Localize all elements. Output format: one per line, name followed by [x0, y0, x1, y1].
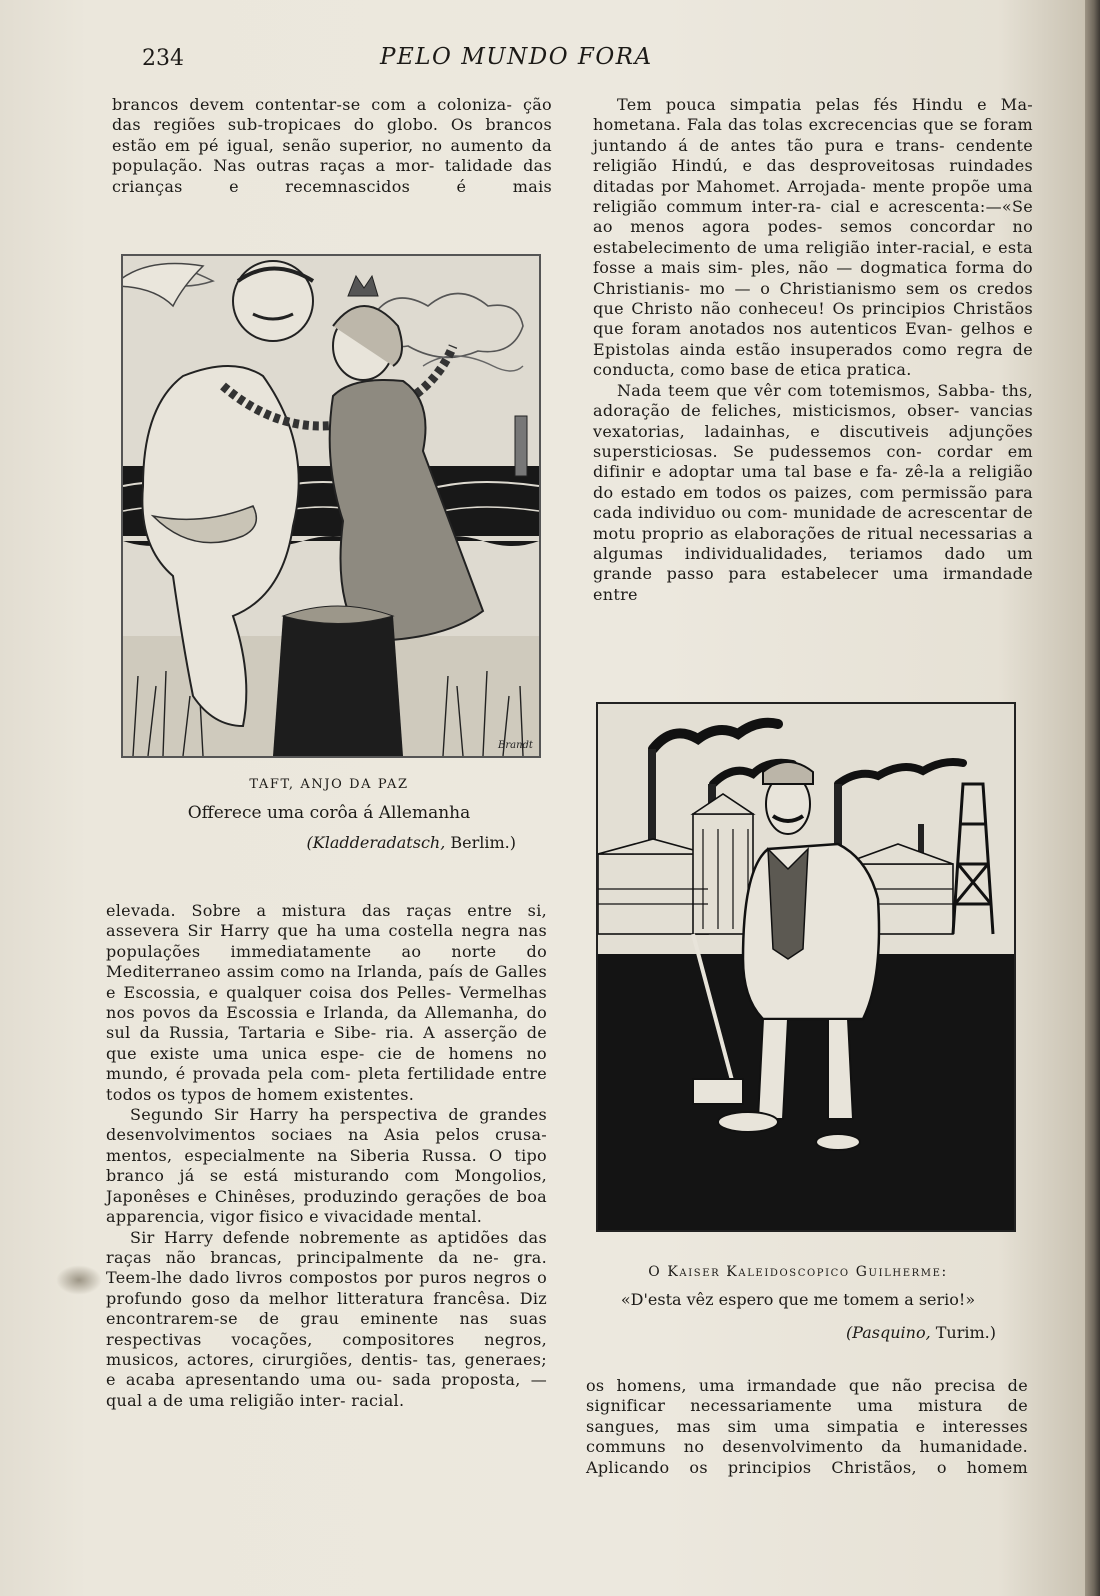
- paragraph: Sir Harry defende nobremente as aptidões das raças não brancas, principalmente da ne- gra. Teem-lhe dado livros compostos por puros negros o profundo goso da melhor litteratura francêsa. Diz encontrarem-se de grau eminente nas suas respectivas vocações, compositores negros, musicos, actores, cirurgiões, dentis- tas, generaes; e acaba apresentando uma ou- sada proposta, — qual a de uma religião inter- racial.: [106, 1227, 547, 1410]
- figure2-caption-source: [590, 1323, 996, 1342]
- figure1-caption-subtitle: Offerece uma corôa á Allemanha: [187, 803, 471, 823]
- ink-smudge: [56, 1265, 102, 1295]
- article-column-right-top: [593, 95, 1033, 605]
- figure2-source-city: Turim.): [930, 1323, 996, 1342]
- paragraph: elevada. Sobre a mistura das raças entre si, assevera Sir Harry que ha uma costella negra nas populações immediatamente ao norte do Mediterraneo assim como na Irlanda, país de Galles e Escossia, e qualquer coisa dos Pelles- Vermelhas nos povos da Escossia e Irlanda, da Allemanha, do sul da Russia, Tartaria e Sibe- ria. A asserção de que existe uma unica espe- cie de homens no mundo, é provada pela com- pleta fertilidade entre todos os typos de homem existentes.: [106, 901, 547, 1104]
- paragraph: Segundo Sir Harry ha perspectiva de grandes desenvolvimentos sociaes na Asia pelos crusa- mentos, especialmente na Siberia Russa. O tipo branco já se está misturando com Mongolios, Japonêses e Chinêses, produzindo gerações de boa apparencia, vigor fisico e vivacidade mental.: [106, 1105, 547, 1227]
- cartoon-kaiser-drawing: [598, 704, 1014, 1230]
- page-edge-shadow: [1085, 0, 1100, 1596]
- figure1-source-city: Berlim.): [445, 833, 516, 852]
- figure1-caption-title: TAFT, ANJO DA PAZ: [249, 777, 409, 792]
- figure2-caption-subtitle: «D'esta vêz espero que me tomem a serio!»: [620, 1290, 976, 1309]
- artist-signature: Brandt: [498, 740, 533, 751]
- cartoon-taft-drawing: [123, 256, 539, 756]
- cartoon-kaiser-illustration: [596, 702, 1016, 1232]
- paragraph: Tem pouca simpatia pelas fés Hindu e Ma- hometana. Fala das tolas excrecencias que se foram juntando á de antes tão pura e trans- cendente religião Hindú, e das desproveitosas ruindades ditadas por Mahomet. Arrojada- mente propõe uma religião commum inter-ra- cial e acrescenta:—«Se ao menos agora podes- semos concordar no estabelecimento de uma religião inter-racial, e esta fosse a mais sim- ples, não — dogmatica forma do Christianis- mo — o Christianismo sem os credos que Christo não conheceu! Os principios Christãos que foram anotados nos autenticos Evan- gelhos e Epistolas ainda estão insuperados como regra de conducta, como base de etica pratica.: [593, 95, 1033, 380]
- article-column-left-top: [112, 95, 552, 197]
- figure1-source-publication: (Kladderadatsch,: [306, 833, 446, 852]
- figure2-source-publication: (Pasquino,: [845, 1323, 931, 1342]
- figure2-caption-title: O Kaiser Kaleidoscopico Guilherme:: [648, 1264, 948, 1280]
- paragraph: brancos devem contentar-se com a coloniza- ção das regiões sub-tropicaes do globo. Os brancos estão em pé igual, senão superior, no aumento da população. Nas outras raças a mor- talidade das crianças e recemnascidos é mais: [112, 95, 552, 196]
- paragraph: Nada teem que vêr com totemismos, Sabba- ths, adoração de feliches, misticismos, obser- vancias vexatorias, ladainhas, e discutiveis adjunções supersticiosas. Se pudessemos con- cordar em difinir e adoptar uma tal base e fa- zê-la a religião do estado em todos os paizes, com permissão para cada individuo ou com- munidade de acrescentar de motu proprio as elaborações de ritual necessarias a algumas individualidades, teriamos dado um grande passo para estabelecer uma irmandade entre: [593, 380, 1033, 604]
- figure1-caption-source: [121, 833, 516, 852]
- article-column-right-bottom: [586, 1376, 1028, 1478]
- running-title: PELO MUNDO FORA: [380, 44, 653, 70]
- cartoon-taft-illustration: [121, 254, 541, 758]
- page-number: 234: [142, 46, 184, 71]
- paragraph: os homens, uma irmandade que não precisa de significar necessariamente uma mistura de sangues, mas sim uma simpatia e interesses communs no desenvolvimento da humanidade. Aplicando os principios Christãos, o homem: [586, 1376, 1028, 1477]
- article-column-left-bottom: [106, 901, 547, 1411]
